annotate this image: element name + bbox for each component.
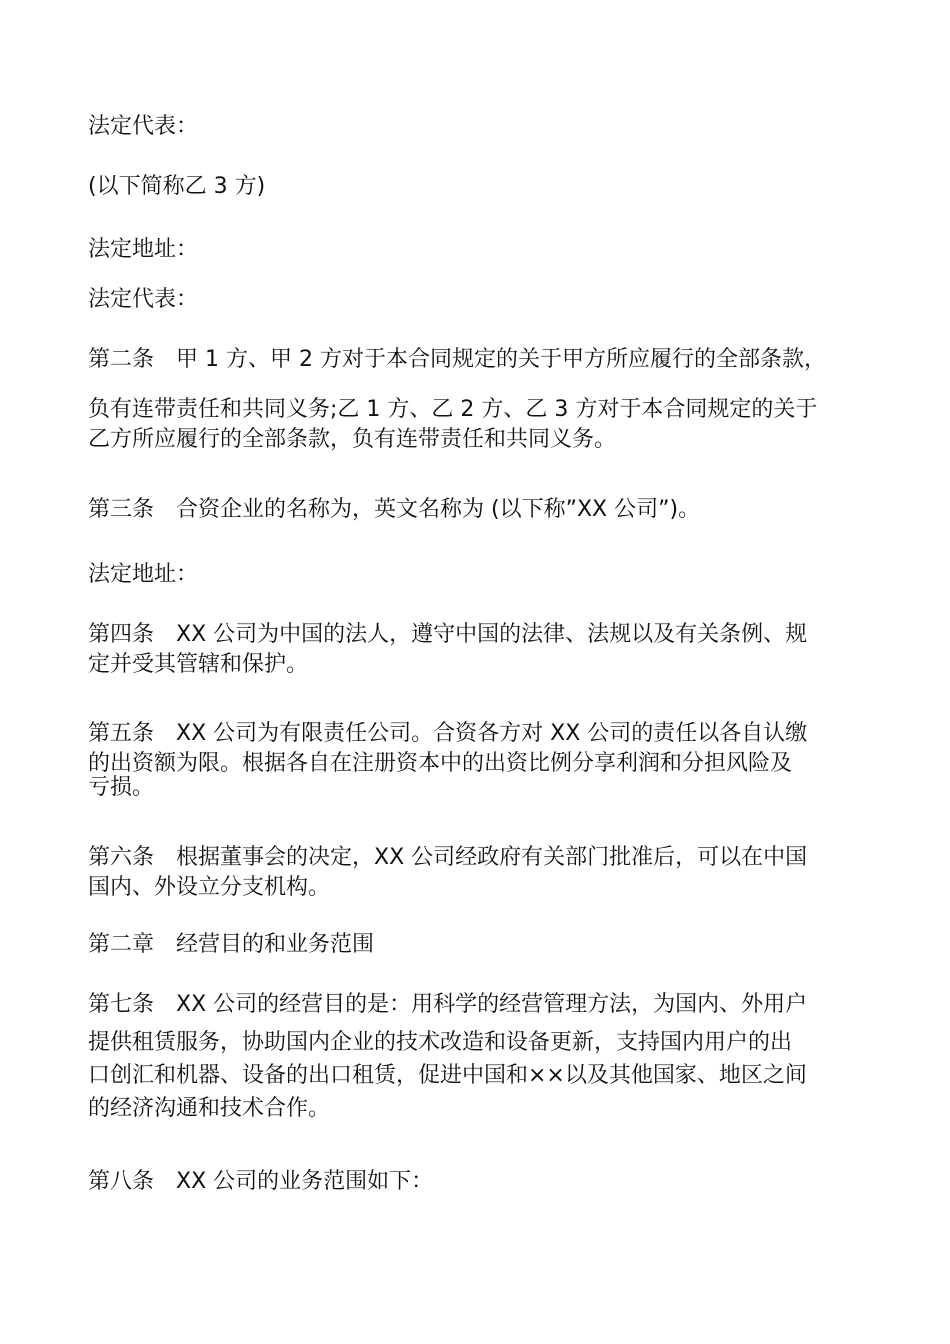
article-5-line-2: 的出资额为限。根据各自在注册资本中的出资比例分享利润和分担风险及 bbox=[88, 751, 793, 776]
legal-representative-label: 法定代表： bbox=[88, 114, 199, 139]
article-4-line-2: 定并受其管辖和保护。 bbox=[88, 652, 309, 677]
article-7-line-4: 的经济沟通和技术合作。 bbox=[88, 1096, 331, 1121]
article-7-line-1: 第七条 XX 公司的经营目的是：用科学的经营管理方法，为国内、外用户 bbox=[88, 992, 808, 1017]
article-5 bbox=[88, 719, 878, 803]
article-4 bbox=[88, 620, 878, 680]
article-6-line-2: 国内、外设立分支机构。 bbox=[88, 875, 331, 900]
article-2-continuation bbox=[88, 395, 878, 455]
article-7 bbox=[88, 990, 878, 1124]
legal-representative-label-2: 法定代表： bbox=[88, 287, 199, 312]
article-2-line-3: 乙方所应履行的全部条款，负有连带责任和共同义务。 bbox=[88, 427, 617, 452]
article-2-line-2: 负有连带责任和共同义务;乙 1 方、乙 2 方、乙 3 方对于本合同规定的关于 bbox=[88, 397, 818, 422]
article-6 bbox=[88, 843, 878, 903]
article-5-line-1: 第五条 XX 公司为有限责任公司。合资各方对 XX 公司的责任以各自认缴 bbox=[88, 721, 808, 746]
article-6-line-1: 第六条 根据董事会的决定，XX 公司经政府有关部门批准后，可以在中国 bbox=[88, 845, 808, 870]
legal-address-label-2: 法定地址： bbox=[88, 562, 199, 587]
article-2-line-1: 第二条 甲 1 方、甲 2 方对于本合同规定的关于甲方所应履行的全部条款， bbox=[88, 347, 826, 372]
legal-address-label: 法定地址： bbox=[88, 237, 199, 262]
article-5-line-3: 亏损。 bbox=[88, 775, 155, 800]
article-7-line-3: 口创汇和机器、设备的出口租赁，促进中国和××以及其他国家、地区之间 bbox=[88, 1063, 807, 1088]
article-8: 第八条 XX 公司的业务范围如下： bbox=[88, 1169, 434, 1194]
article-4-line-1: 第四条 XX 公司为中国的法人，遵守中国的法律、法规以及有关条例、规 bbox=[88, 622, 808, 647]
party-b3-note: (以下简称乙 3 方) bbox=[88, 174, 266, 199]
article-3: 第三条 合资企业的名称为，英文名称为 (以下称”XX 公司”)。 bbox=[88, 497, 701, 522]
chapter-2-heading: 第二章 经营目的和业务范围 bbox=[88, 932, 375, 957]
article-7-line-2: 提供租赁服务，协助国内企业的技术改造和设备更新，支持国内用户的出 bbox=[88, 1030, 793, 1055]
